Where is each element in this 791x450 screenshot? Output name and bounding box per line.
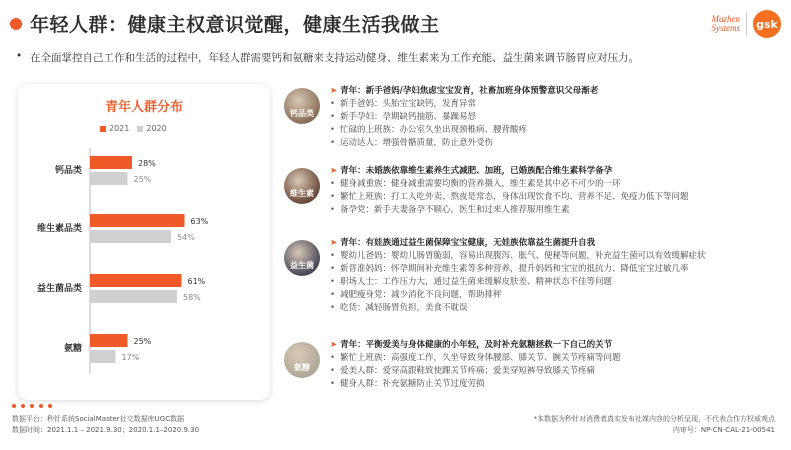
list-item: • 忙碌的上班族：办公室久坐出现颈椎病、腰背酸疼 — [330, 124, 790, 137]
bar-2021 — [90, 334, 128, 347]
arrow-icon: ➤ — [330, 86, 338, 96]
footer-dots — [12, 404, 57, 408]
footer-code: 内审号：NP-CN-CAL-21-00541 — [672, 426, 775, 434]
section-heading-text: 青年：有娃族通过益生菌保障宝宝健康，无娃族依靠益生菌提升自我 — [340, 238, 596, 248]
data-label-2021: 25% — [133, 337, 152, 346]
category-tick-label: 维生素品类 — [36, 224, 82, 234]
mazhen-logo — [712, 15, 741, 33]
legend-label-2020: 2020 — [146, 124, 167, 133]
footer-dot — [48, 404, 52, 408]
mazhen-logo-line2: Systems — [711, 23, 740, 33]
bar-2020 — [90, 350, 116, 363]
arrow-icon: ➤ — [330, 340, 338, 350]
data-label-2021: 63% — [190, 217, 209, 226]
title-bar — [10, 10, 440, 37]
bar-2020 — [90, 172, 128, 185]
data-label-2020: 54% — [177, 233, 195, 242]
list-item: • 健身减重族：健身减重需要均衡的营养摄入，维生素是其中必不可少的一环 — [330, 178, 790, 191]
data-label-2021: 61% — [187, 277, 206, 286]
section-body — [330, 164, 790, 217]
footer-dot — [30, 404, 34, 408]
category-tick-label: 氨糖 — [63, 344, 82, 354]
section-heading — [330, 338, 790, 352]
data-label-2021: 28% — [138, 159, 156, 168]
list-item: • 新晋准妈妈：怀孕期间补充维生素等多种营养，提升妈妈和宝宝的抵抗力、降低宝宝过敏几率 — [330, 263, 790, 276]
footer-note-text: *本数据为秒针对消费者真实发布社媒内容的分析呈现，不代表合作方权威观点 — [533, 415, 775, 423]
section-heading — [330, 236, 790, 250]
category-photo-icon: 益生菌 — [284, 240, 320, 276]
footer-source — [12, 414, 199, 436]
chart-panel — [18, 84, 270, 400]
arrow-icon: ➤ — [330, 166, 338, 176]
section-body — [330, 338, 790, 391]
category-tick-label: 益生菌品类 — [36, 284, 82, 294]
footer-source-line2: 数据时间：2021.1.1 – 2021.9.30；2020.1.1–2020.9.30 — [12, 426, 200, 434]
section-heading — [330, 84, 790, 98]
footer-dot — [12, 404, 16, 408]
footer-dot — [39, 404, 43, 408]
section-heading-text: 青年：未婚族依靠维生素养生式减肥、加班，已婚族配合维生素科学备孕 — [340, 166, 613, 176]
footer-source-line1: 数据平台：秒针系统SocialMaster社交数据库UGC数据 — [12, 415, 185, 423]
data-label-2020: 17% — [121, 353, 140, 362]
arrow-icon: ➤ — [330, 238, 338, 248]
bar-2020 — [90, 230, 171, 243]
section-heading-text: 青年：新手爸妈/孕妇焦虑宝宝发育，社畜加班身体预警意识父母渐老 — [340, 86, 599, 96]
list-item: • 繁忙上班族：打工人吃外卖、熬夜是常态，身体出现饮食不均、营养不足、免疫力低下等问题 — [330, 191, 790, 204]
list-item: • 新手孕妇：孕期缺钙抽筋、暴躁易怒 — [330, 111, 790, 124]
list-item: • 健身人群：补充氨糖防止关节过度劳损 — [330, 378, 790, 391]
bar-2020 — [90, 290, 177, 303]
data-label-2020: 25% — [133, 175, 152, 184]
logo-divider — [746, 12, 747, 36]
mazhen-logo-line1: Mazhen — [711, 14, 740, 24]
gsk-logo: gsk — [753, 10, 781, 38]
list-item: • 婴幼儿爸妈：婴幼儿肠胃脆弱，容易出现腹泻、胀气、便秘等问题，补充益生菌可以有效缓解症状 — [330, 250, 790, 263]
bar-2021 — [90, 274, 182, 287]
list-item: • 新手爸妈：头胎宝宝缺钙，发育异常 — [330, 98, 790, 111]
legend-label-2021: 2021 — [109, 124, 130, 133]
section-body — [330, 236, 790, 315]
logo-group — [712, 10, 782, 38]
title-bullet-icon — [10, 18, 22, 30]
category-tick-label: 钙品类 — [54, 166, 82, 176]
data-label-2020: 58% — [183, 293, 201, 302]
bar-2021 — [90, 214, 185, 227]
subtitle: • 在全面掌控自己工作和生活的过程中，年轻人群需要钙和氨糖来支持运动健身、维生素来为工作充能、益生菌来调节肠胃应对压力。 — [30, 50, 639, 65]
section-heading-text: 青年：平衡爱美与身体健康的小年轻，及时补充氨糖拯救一下自己的关节 — [340, 340, 613, 350]
bar-chart — [18, 84, 270, 400]
list-item: • 爱美人群：爱穿高跟鞋致使踝关节疼痛；爱美穿短裤导致膝关节疼痛 — [330, 365, 790, 378]
page-title: 年轻人群：健康主权意识觉醒，健康生活我做主 — [30, 14, 440, 36]
footer-dot — [21, 404, 25, 408]
footer-note — [534, 414, 776, 436]
bar-2021 — [90, 156, 132, 169]
list-item: • 备孕党：新手夫妻备孕不顺心，医生和过来人推荐服用维生素 — [330, 204, 790, 217]
list-item: • 繁忙上班族：高强度工作，久坐导致身体腰部、膝关节、腕关节疼痛等问题 — [330, 352, 790, 365]
category-photo-icon: 维生素 — [284, 168, 320, 204]
list-item: • 吃货：减轻肠胃负担，美食不耽误 — [330, 302, 790, 315]
list-item: • 职场人士：工作压力大，通过益生菌来缓解皮肤差、精神状态不佳等问题 — [330, 276, 790, 289]
section-heading — [330, 164, 790, 178]
category-photo-icon: 钙品类 — [284, 88, 320, 124]
chart-title: 青年人群分布 — [104, 100, 183, 115]
list-item: • 减肥瘦身党：减少消化不良问题，帮助排秤 — [330, 289, 790, 302]
category-photo-icon: 氨糖 — [284, 342, 320, 378]
section-body — [330, 84, 790, 150]
list-item: • 运动达人：增强骨骼质量，防止意外受伤 — [330, 137, 790, 150]
